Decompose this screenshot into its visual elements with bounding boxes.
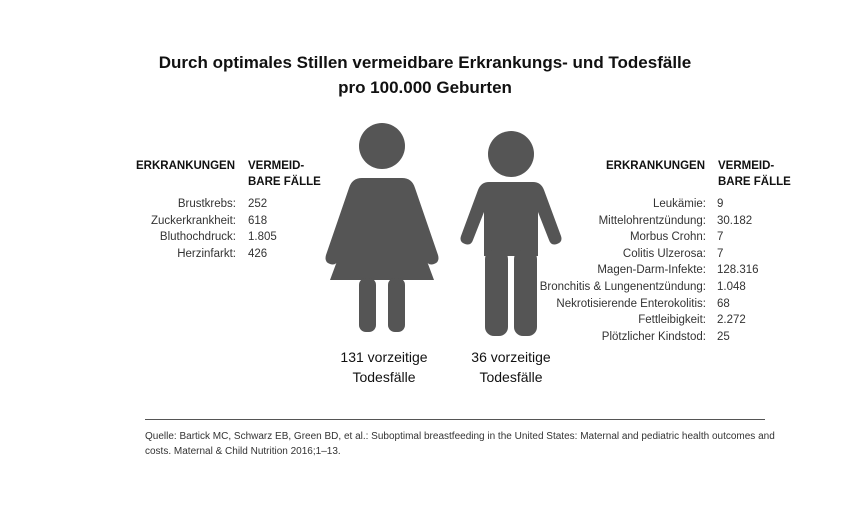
disease-value: 128.316: [717, 264, 759, 277]
right-disease-list: [480, 196, 759, 345]
left-row: [60, 213, 268, 230]
right-row: [480, 196, 724, 213]
woman-deaths-line-2: Todesfälle: [352, 369, 416, 385]
disease-label: Bronchitis & Lungenentzündung:: [539, 280, 706, 293]
right-header-cases-line-1: VERMEID-: [718, 160, 775, 172]
woman-body: [326, 178, 439, 280]
disease-value: 618: [248, 214, 268, 227]
right-row: [480, 312, 746, 329]
right-row: [480, 246, 724, 263]
disease-label: Nekrotisierende Enterokolitis:: [556, 297, 706, 310]
left-row: [60, 246, 268, 263]
disease-label: Fettleibigkeit:: [638, 314, 706, 327]
disease-value: 2.272: [717, 314, 746, 327]
disease-value: 252: [248, 198, 268, 210]
woman-head: [359, 123, 405, 169]
child-deaths-line-2: Todesfälle: [479, 369, 543, 385]
left-header-cases-line-2: BARE FÄLLE: [248, 176, 321, 188]
disease-label: Brustkrebs:: [177, 198, 236, 210]
disease-value: 25: [717, 330, 730, 343]
disease-value: 9: [717, 198, 724, 210]
disease-value: 1.048: [717, 280, 746, 293]
chart-title: [0, 50, 850, 100]
disease-value: 30.182: [717, 214, 753, 227]
source-divider: [145, 419, 765, 420]
disease-label: Plötzlicher Kindstod:: [601, 330, 706, 343]
disease-label: Morbus Crohn:: [629, 231, 706, 244]
woman-left-leg: [359, 278, 376, 332]
disease-label: Magen-Darm-Infekte:: [597, 264, 706, 277]
right-row: [480, 329, 730, 346]
woman-deaths-label: [312, 347, 456, 387]
disease-label: Zuckerkrankheit:: [150, 214, 236, 227]
right-row: [480, 262, 759, 279]
disease-value: 68: [717, 297, 730, 310]
right-row: [480, 213, 753, 230]
right-row: [480, 229, 724, 246]
disease-label: Colitis Ulzerosa:: [622, 247, 706, 260]
woman-right-leg: [388, 278, 405, 332]
woman-deaths-line-1: 131 vorzeitige: [340, 349, 428, 365]
source-citation: Quelle: Bartick MC, Schwarz EB, Green BD, et al.: Suboptimal breastfeeding in the United States: Maternal and pediatric health outcomes and costs. Maternal & Child Nutrition 2016;1–13.: [145, 431, 775, 457]
disease-value: 426: [248, 247, 268, 260]
disease-label: Herzinfarkt:: [177, 247, 236, 260]
title-line-1: Durch optimales Stillen vermeidbare Erkrankungs- und Todesfälle: [158, 53, 692, 72]
right-header-cases: [718, 158, 791, 190]
right-header-diseases: ERKRANKUNGEN: [606, 160, 706, 172]
disease-label: Bluthochdruck:: [159, 231, 236, 244]
title-line-2: pro 100.000 Geburten: [338, 78, 512, 97]
disease-value: 1.805: [248, 231, 277, 244]
child-deaths-label: [446, 347, 576, 387]
left-disease-list: [60, 196, 277, 262]
woman-icon: [322, 120, 442, 335]
child-head: [488, 131, 534, 177]
left-header-diseases: ERKRANKUNGEN: [136, 160, 236, 172]
child-deaths-line-1: 36 vorzeitige: [471, 349, 551, 365]
disease-label: Leukämie:: [652, 198, 706, 210]
disease-value: 7: [717, 247, 724, 260]
left-header-cases-line-1: VERMEID-: [248, 160, 305, 172]
left-row: [60, 196, 268, 213]
right-row: [480, 279, 746, 296]
right-header-cases-line-2: BARE FÄLLE: [718, 176, 791, 188]
disease-value: 7: [717, 231, 724, 244]
left-row: [60, 229, 277, 246]
left-header-cases: [248, 158, 321, 190]
right-row: [480, 296, 730, 313]
disease-label: Mittelohrentzündung:: [598, 214, 706, 227]
